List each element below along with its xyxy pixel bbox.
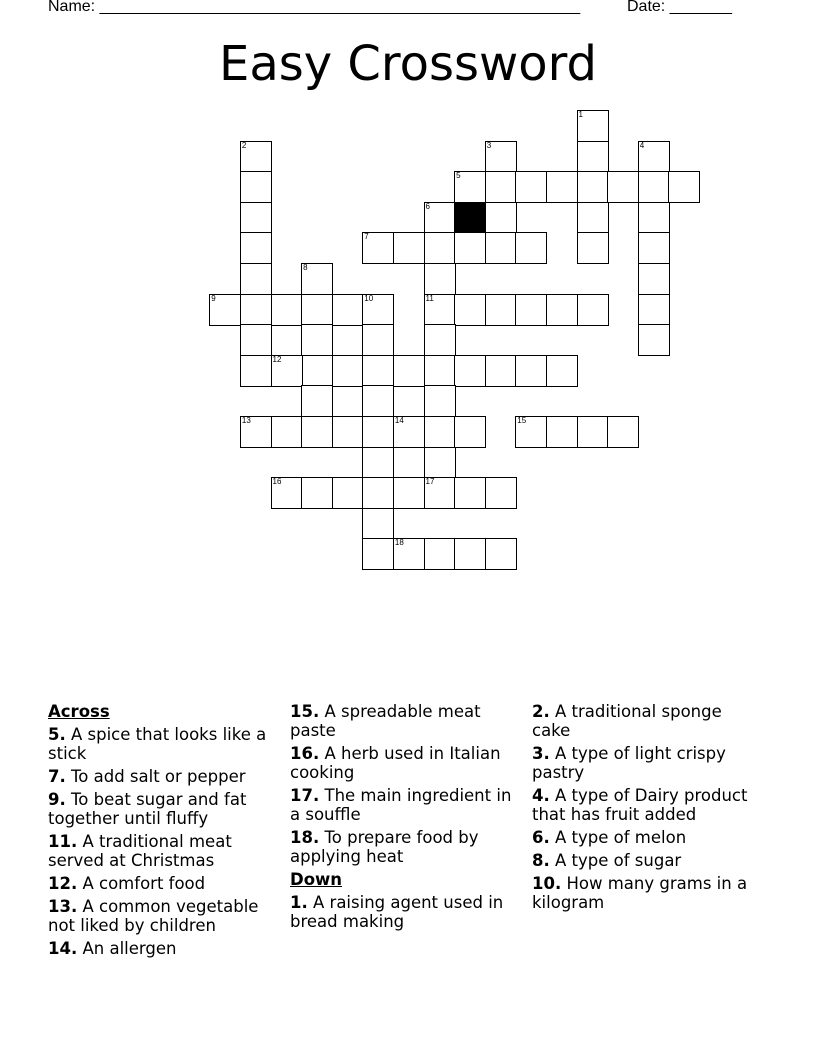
clue-item [48, 832, 280, 870]
clue-item-number: 5. [48, 725, 66, 744]
grid-cell[interactable] [577, 141, 609, 173]
grid-cell[interactable] [424, 355, 456, 387]
clue-item-text: A herb used in Italian cooking [290, 744, 501, 782]
across-heading: Across [48, 702, 110, 721]
grid-cell[interactable] [546, 171, 578, 203]
clue-item-text: A type of light crispy pastry [532, 744, 726, 782]
clue-item [290, 744, 522, 782]
grid-cell[interactable] [485, 477, 517, 509]
grid-cell[interactable] [393, 416, 425, 448]
grid-cell[interactable] [332, 477, 364, 509]
grid-cell[interactable] [454, 294, 486, 326]
clue-item-text: A common vegetable not liked by children [48, 897, 259, 935]
grid-cell[interactable] [638, 202, 670, 234]
grid-cell[interactable] [240, 294, 272, 326]
clue-item [290, 786, 522, 824]
grid-cell[interactable] [485, 141, 517, 173]
clue-item [532, 828, 764, 847]
grid-cell[interactable] [301, 263, 333, 295]
name-field-label: Name: ______________________________________________________ [48, 0, 581, 15]
grid-cell[interactable] [240, 416, 272, 448]
grid-cell[interactable] [454, 171, 486, 203]
grid-cell[interactable] [362, 385, 394, 417]
clue-item-number: 4. [532, 786, 550, 805]
clue-item [48, 767, 280, 786]
grid-cell[interactable] [638, 294, 670, 326]
clue-number: 4 [639, 140, 645, 150]
grid-cell[interactable] [424, 447, 456, 479]
date-field-label: Date: _______ [627, 0, 732, 15]
clue-number: 16 [272, 477, 282, 487]
clue-number: 14 [394, 416, 404, 425]
clue-item-text: A type of melon [555, 828, 687, 847]
clue-item [290, 828, 522, 866]
grid-cell[interactable] [362, 477, 394, 509]
grid-cell[interactable] [424, 202, 456, 234]
clue-item [48, 939, 280, 958]
grid-cell[interactable] [515, 232, 547, 264]
clue-number: 11 [425, 293, 434, 303]
grid-cell[interactable] [638, 232, 670, 264]
grid-cell[interactable] [393, 538, 425, 570]
clue-number: 10 [364, 293, 374, 303]
clue-item-number: 8. [532, 851, 550, 870]
clue-item-text: To prepare food by applying heat [290, 828, 479, 866]
grid-cell[interactable] [607, 171, 639, 203]
grid-cell[interactable] [577, 171, 609, 203]
clue-item-number: 18. [290, 828, 320, 847]
grid-cell[interactable] [424, 324, 456, 356]
grid-cell[interactable] [240, 202, 272, 234]
grid-cell[interactable] [454, 232, 486, 264]
clue-item-text: A raising agent used in bread making [290, 893, 504, 931]
grid-cell[interactable] [485, 232, 517, 264]
grid-cell[interactable] [638, 171, 670, 203]
page-title: Easy Crossword [219, 36, 597, 92]
clue-item-number: 11. [48, 832, 78, 851]
grid-cell[interactable] [546, 416, 578, 448]
clue-item [532, 702, 764, 740]
clue-item-text: A type of Dairy product that has fruit added [532, 786, 748, 824]
grid-cell[interactable] [668, 171, 700, 203]
clue-item-text: To beat sugar and fat together until fluffy [48, 790, 247, 828]
grid-cell[interactable] [301, 324, 333, 356]
clue-item-number: 2. [532, 702, 550, 721]
grid-cell[interactable] [271, 355, 303, 387]
grid-cell[interactable] [485, 202, 517, 234]
grid-cell[interactable] [332, 294, 364, 326]
clue-number: 1 [578, 110, 583, 119]
clue-item-number: 14. [48, 939, 78, 958]
clue-item-number: 6. [532, 828, 550, 847]
grid-cell[interactable] [515, 294, 547, 326]
grid-cell[interactable] [393, 232, 425, 264]
clue-number: 9 [211, 293, 216, 303]
clue-item-text: A comfort food [82, 874, 206, 893]
clue-item-number: 9. [48, 790, 66, 809]
grid-cell[interactable] [424, 416, 456, 448]
grid-cell[interactable] [240, 171, 272, 203]
clue-item-text: A spreadable meat paste [290, 702, 481, 740]
clue-column-2 [290, 702, 522, 935]
clue-number: 7 [364, 232, 369, 242]
grid-cell[interactable] [301, 385, 333, 417]
grid-cell[interactable] [454, 538, 486, 570]
clue-item-number: 7. [48, 767, 66, 786]
grid-cell[interactable] [240, 141, 272, 173]
grid-cell[interactable] [607, 416, 639, 448]
grid-cell[interactable] [485, 355, 517, 387]
grid-cell[interactable] [577, 110, 609, 142]
clue-item-number: 15. [290, 702, 320, 721]
clue-column-1 [48, 702, 280, 962]
down-clue-list [290, 893, 522, 931]
clue-item [48, 897, 280, 935]
grid-cell[interactable] [424, 232, 456, 264]
clue-item-text: A traditional sponge cake [532, 702, 722, 740]
grid-cell[interactable] [209, 294, 241, 326]
across-clue-list-continued [290, 702, 522, 866]
grid-cell[interactable] [485, 171, 517, 203]
clue-item-number: 1. [290, 893, 308, 912]
clue-item [532, 744, 764, 782]
clue-item-number: 10. [532, 874, 562, 893]
clue-item-text: A spice that looks like a stick [48, 725, 267, 763]
grid-cell[interactable] [362, 447, 394, 479]
clue-number: 15 [517, 416, 527, 425]
down-heading: Down [290, 870, 343, 889]
clue-number: 3 [486, 140, 492, 150]
clue-item-number: 3. [532, 744, 550, 763]
clue-item [532, 874, 764, 912]
grid-cell[interactable] [362, 232, 394, 264]
clue-item-text: How many grams in a kilogram [532, 874, 748, 912]
clue-number: 13 [241, 416, 251, 425]
clue-item-number: 16. [290, 744, 320, 763]
grid-cell[interactable] [638, 324, 670, 356]
grid-cell[interactable] [515, 171, 547, 203]
grid-cell[interactable] [454, 355, 486, 387]
grid-cell[interactable] [271, 477, 303, 509]
clue-number: 17 [425, 477, 435, 487]
clue-number: 18 [394, 538, 404, 548]
grid-cell[interactable] [577, 232, 609, 264]
grid-cell[interactable] [362, 294, 394, 326]
grid-cell[interactable] [515, 416, 547, 448]
clue-column-3 [532, 702, 764, 916]
grid-cell[interactable] [638, 141, 670, 173]
grid-cell[interactable] [240, 324, 272, 356]
across-clue-list [48, 725, 280, 958]
clue-item-number: 13. [48, 897, 78, 916]
grid-cell[interactable] [454, 477, 486, 509]
grid-cell[interactable] [546, 294, 578, 326]
grid-cell[interactable] [393, 477, 425, 509]
grid-cell[interactable] [332, 416, 364, 448]
clue-item [290, 702, 522, 740]
grid-cell[interactable] [271, 416, 303, 448]
grid-cell[interactable] [301, 294, 333, 326]
clue-item-number: 12. [48, 874, 78, 893]
grid-cell[interactable] [577, 294, 609, 326]
grid-cell[interactable] [362, 538, 394, 570]
clue-item-text: A traditional meat served at Christmas [48, 832, 232, 870]
grid-cell[interactable] [332, 355, 364, 387]
grid-cell[interactable] [577, 416, 609, 448]
clue-item [48, 725, 280, 763]
grid-cell[interactable] [301, 477, 333, 509]
grid-cell[interactable] [424, 263, 456, 295]
clue-item [532, 786, 764, 824]
grid-cell[interactable] [638, 263, 670, 295]
down-clue-list-continued [532, 702, 764, 912]
grid-cell[interactable] [424, 477, 456, 509]
grid-cell[interactable] [485, 294, 517, 326]
grid-cell[interactable] [271, 294, 303, 326]
grid-cell[interactable] [240, 355, 272, 387]
grid-black-cell [454, 202, 486, 234]
clue-item-text: To add salt or pepper [71, 767, 246, 786]
clue-item-text: A type of sugar [555, 851, 682, 870]
grid-cell[interactable] [485, 538, 517, 570]
clue-item-text: The main ingredient in a souffle [290, 786, 512, 824]
grid-cell[interactable] [424, 294, 456, 326]
clue-number: 6 [425, 201, 430, 211]
grid-cell[interactable] [240, 232, 272, 264]
clue-item [290, 893, 522, 931]
grid-cell[interactable] [362, 355, 394, 387]
grid-cell[interactable] [362, 416, 394, 448]
clue-item [532, 851, 764, 870]
clue-number: 2 [241, 140, 247, 150]
clue-item-number: 17. [290, 786, 320, 805]
grid-cell[interactable] [424, 538, 456, 570]
grid-cell[interactable] [577, 202, 609, 234]
grid-cell[interactable] [393, 355, 425, 387]
grid-cell[interactable] [424, 385, 456, 417]
grid-cell[interactable] [240, 263, 272, 295]
grid-cell[interactable] [301, 355, 333, 387]
clue-number: 12 [272, 354, 282, 364]
clue-item [48, 874, 280, 893]
grid-cell[interactable] [362, 508, 394, 540]
grid-cell[interactable] [301, 416, 333, 448]
clue-item-text: An allergen [82, 939, 177, 958]
grid-cell[interactable] [362, 324, 394, 356]
clue-number: 5 [456, 171, 461, 181]
grid-cell[interactable] [546, 355, 578, 387]
clue-number: 8 [303, 263, 308, 272]
grid-cell[interactable] [454, 416, 486, 448]
grid-cell[interactable] [515, 355, 547, 387]
clue-item [48, 790, 280, 828]
